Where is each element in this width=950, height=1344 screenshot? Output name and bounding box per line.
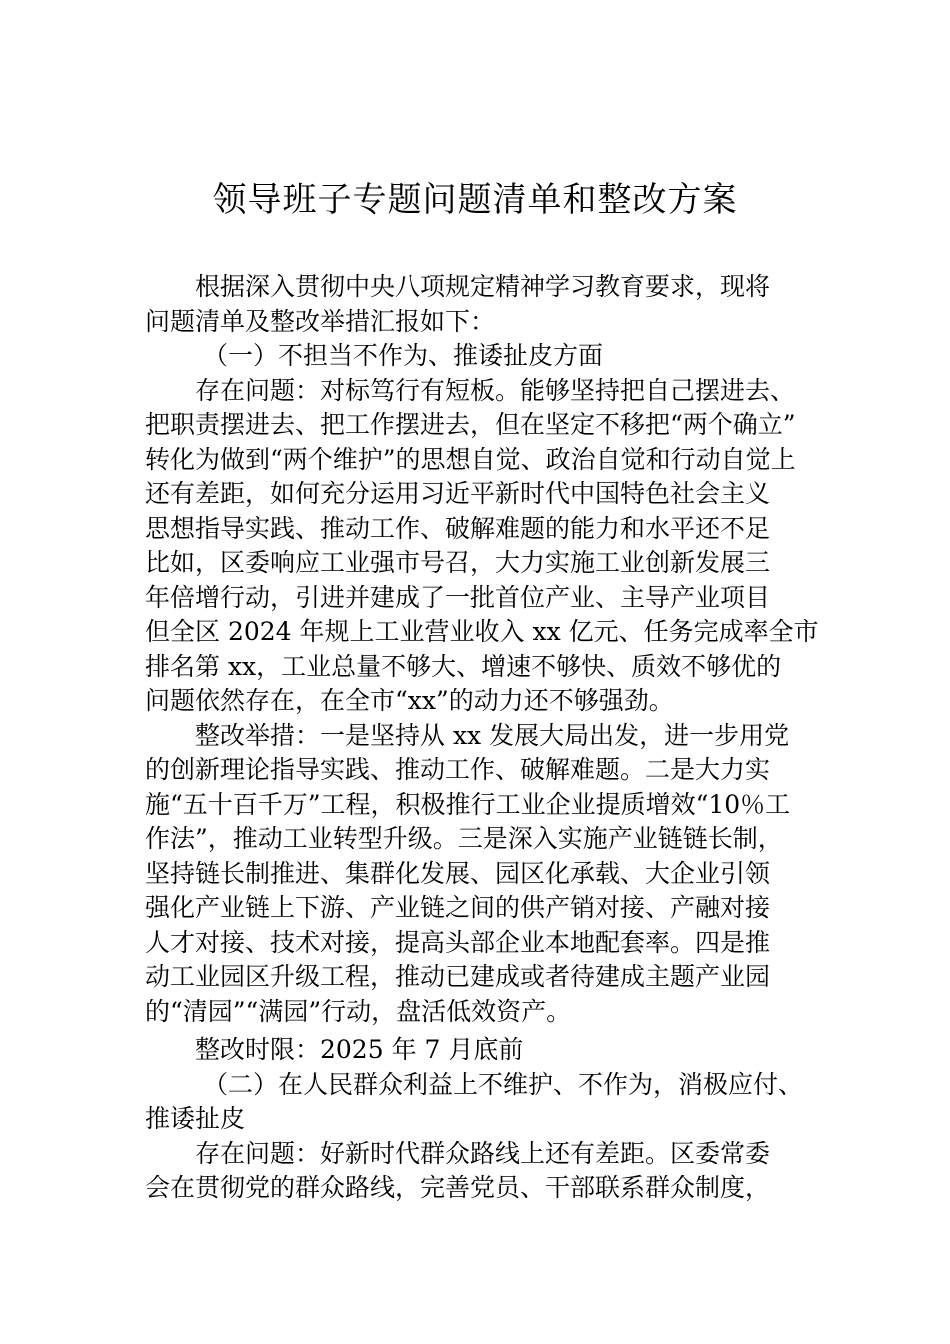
paragraph-line: 人才对接、技术对接，提高头部企业本地配套率。四是推 — [145, 928, 771, 957]
paragraph-line: 思想指导实践、推动工作、破解难题的能力和水平还不足 — [145, 514, 771, 543]
document-title: 领导班子专题问题清单和整改方案 — [212, 180, 738, 220]
paragraph-line: 但全区 2024 年规上工业营业收入 xx 亿元、任务完成率全市 — [145, 617, 819, 646]
paragraph-line: 根据深入贯彻中央八项规定精神学习教育要求，现将 — [195, 272, 771, 301]
paragraph-line: 问题清单及整改举措汇报如下： — [145, 307, 496, 336]
paragraph-line: 作法”，推动工业转型升级。三是深入实施产业链链长制， — [145, 824, 783, 853]
section-heading-continued: 推诿扯皮 — [145, 1104, 246, 1133]
paragraph-line: 排名第 xx，工业总量不够大、增速不够快、质效不够优的 — [145, 652, 782, 681]
paragraph-line: 问题依然存在，在全市“xx”的动力还不够强劲。 — [145, 686, 674, 715]
paragraph-line: 坚持链长制推进、集群化发展、园区化承载、大企业引领 — [145, 859, 771, 888]
paragraph-line: 还有差距，如何充分运用习近平新时代中国特色社会主义 — [145, 479, 771, 508]
paragraph-line: 比如，区委响应工业强市号召，大力实施工业创新发展三 — [145, 548, 771, 577]
paragraph-line: 的创新理论指导实践、推动工作、破解难题。二是大力实 — [145, 755, 771, 784]
section-heading: （一）不担当不作为、推诿扯皮方面 — [203, 341, 604, 370]
paragraph-line: 存在问题：对标笃行有短板。能够坚持把自己摆进去、 — [195, 376, 796, 405]
paragraph-line: 年倍增行动，引进并建成了一批首位产业、主导产业项目 — [145, 583, 771, 612]
paragraph-line: 强化产业链上下游、产业链之间的供产销对接、产融对接 — [145, 893, 771, 922]
paragraph-line: 动工业园区升级工程，推动已建成或者待建成主题产业园 — [145, 962, 771, 991]
section-heading: （二）在人民群众利益上不维护、不作为，消极应付、 — [203, 1070, 804, 1099]
paragraph-line: 会在贯彻党的群众路线，完善党员、干部联系群众制度， — [145, 1173, 771, 1202]
paragraph-line: 转化为做到“两个维护”的思想自觉、政治自觉和行动自觉上 — [145, 445, 796, 474]
paragraph-line: 的“清园”“满园”行动，盘活低效资产。 — [145, 997, 572, 1026]
paragraph-line: 存在问题：好新时代群众路线上还有差距。区委常委 — [195, 1139, 771, 1168]
paragraph-line: 施“五十百千万”工程，积极推行工业企业提质增效“10％工 — [145, 790, 791, 819]
deadline-line: 整改时限：2025 年 7 月底前 — [195, 1035, 524, 1064]
paragraph-line: 整改举措：一是坚持从 xx 发展大局出发，进一步用党 — [195, 721, 790, 750]
paragraph-line: 把职责摆进去、把工作摆进去，但在坚定不移把“两个确立” — [145, 410, 796, 439]
